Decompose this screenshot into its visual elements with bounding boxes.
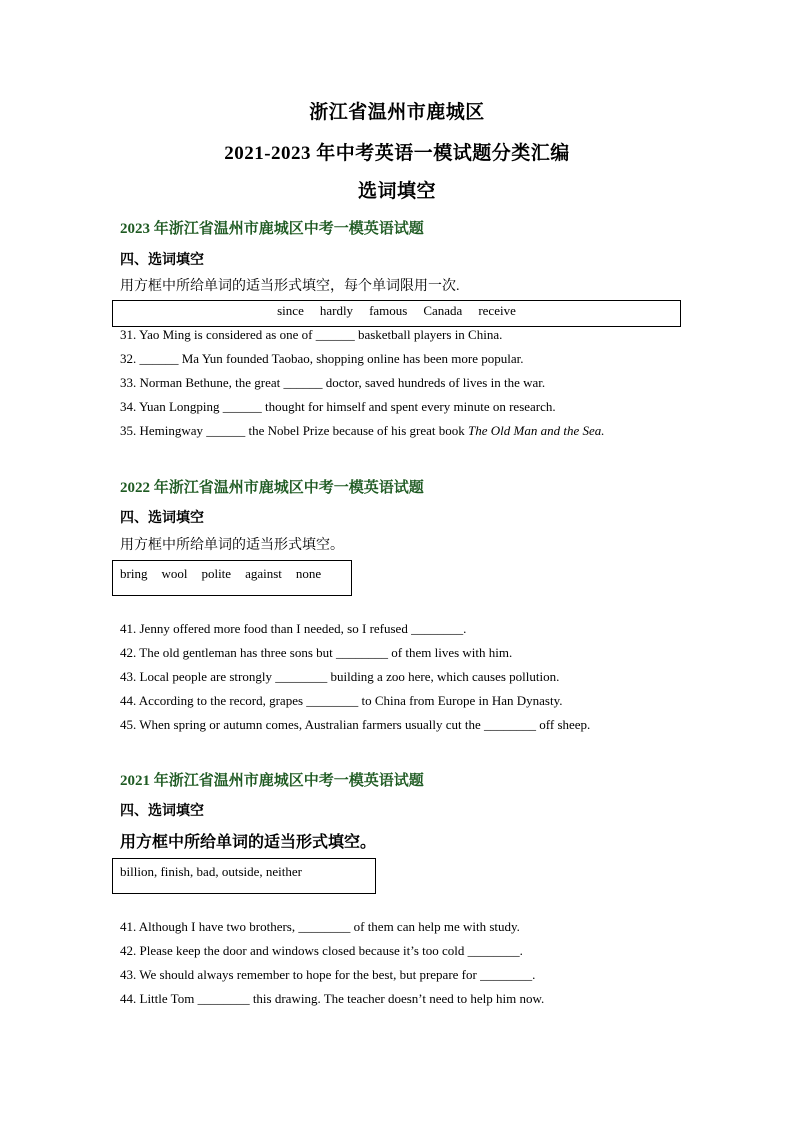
section-subheading: 四、选词填空 — [120, 804, 204, 819]
section-instruction: 用方框中所给单词的适当形式填空。 — [120, 538, 344, 553]
word-box — [112, 858, 376, 894]
word-box-item: bring — [120, 566, 148, 581]
section-heading-2022: 2022 年浙江省温州市鹿城区中考一模英语试题 — [120, 480, 424, 496]
word-box-item: receive — [478, 302, 516, 318]
word-box-item: against — [245, 566, 282, 581]
section-subheading: 四、选词填空 — [120, 253, 204, 268]
doc-title-region: 浙江省温州市鹿城区 — [309, 102, 485, 123]
word-box-item: famous — [369, 302, 408, 318]
section-instruction: 用方框中所给单词的适当形式填空，每个单词限用一次. — [120, 279, 460, 294]
word-box-item: wool — [161, 566, 188, 581]
word-box-item: hardly — [319, 302, 354, 318]
word-box-item: billion, finish, bad, outside, neither — [120, 864, 302, 879]
doc-title-years: 2021-2023 年中考英语一模试题分类汇编 — [224, 143, 570, 164]
question-item: 43. Local people are strongly ________ building a zoo here, which causes pollution. — [120, 669, 560, 684]
question-item: 44. Little Tom ________ this drawing. The teacher doesn’t need to help him now. — [120, 991, 545, 1006]
section-heading-2023: 2023 年浙江省温州市鹿城区中考一模英语试题 — [120, 221, 424, 237]
question-item: 33. Norman Bethune, the great ______ doctor, saved hundreds of lives in the war. — [120, 375, 546, 390]
question-item: 43. We should always remember to hope for the best, but prepare for ________. — [120, 967, 536, 982]
book-title: The Old Man and the Sea. — [468, 423, 605, 438]
question-text: 35. Hemingway ______ the Nobel Prize because of his great book — [120, 423, 469, 438]
question-item: 31. Yao Ming is considered as one of ______ basketball players in China. — [120, 327, 503, 342]
word-box — [112, 560, 352, 596]
word-box — [112, 300, 681, 327]
question-item: 45. When spring or autumn comes, Australian farmers usually cut the ________ off sheep. — [120, 717, 591, 732]
question-item: 34. Yuan Longping ______ thought for himself and spent every minute on research. — [120, 399, 556, 414]
word-box-item: Canada — [423, 302, 463, 318]
question-item: 32. ______ Ma Yun founded Taobao, shopping online has been more popular. — [120, 351, 524, 366]
section-subheading: 四、选词填空 — [120, 511, 204, 526]
section-instruction: 用方框中所给单词的适当形式填空。 — [120, 834, 377, 851]
question-item — [120, 423, 605, 439]
question-item: 41. Jenny offered more food than I needed, so I refused ________. — [120, 621, 467, 636]
question-item: 44. According to the record, grapes ________ to China from Europe in Han Dynasty. — [120, 693, 563, 708]
word-box-item: polite — [201, 566, 232, 581]
question-item: 42. Please keep the door and windows closed because it’s too cold ________. — [120, 943, 523, 958]
question-item: 41. Although I have two brothers, ________ of them can help me with study. — [120, 919, 520, 934]
word-box-item: since — [277, 302, 304, 318]
doc-title-topic: 选词填空 — [357, 181, 436, 202]
section-heading-2021: 2021 年浙江省温州市鹿城区中考一模英语试题 — [120, 773, 424, 789]
word-box-item: none — [295, 566, 322, 581]
question-item: 42. The old gentleman has three sons but ________ of them lives with him. — [120, 645, 513, 660]
